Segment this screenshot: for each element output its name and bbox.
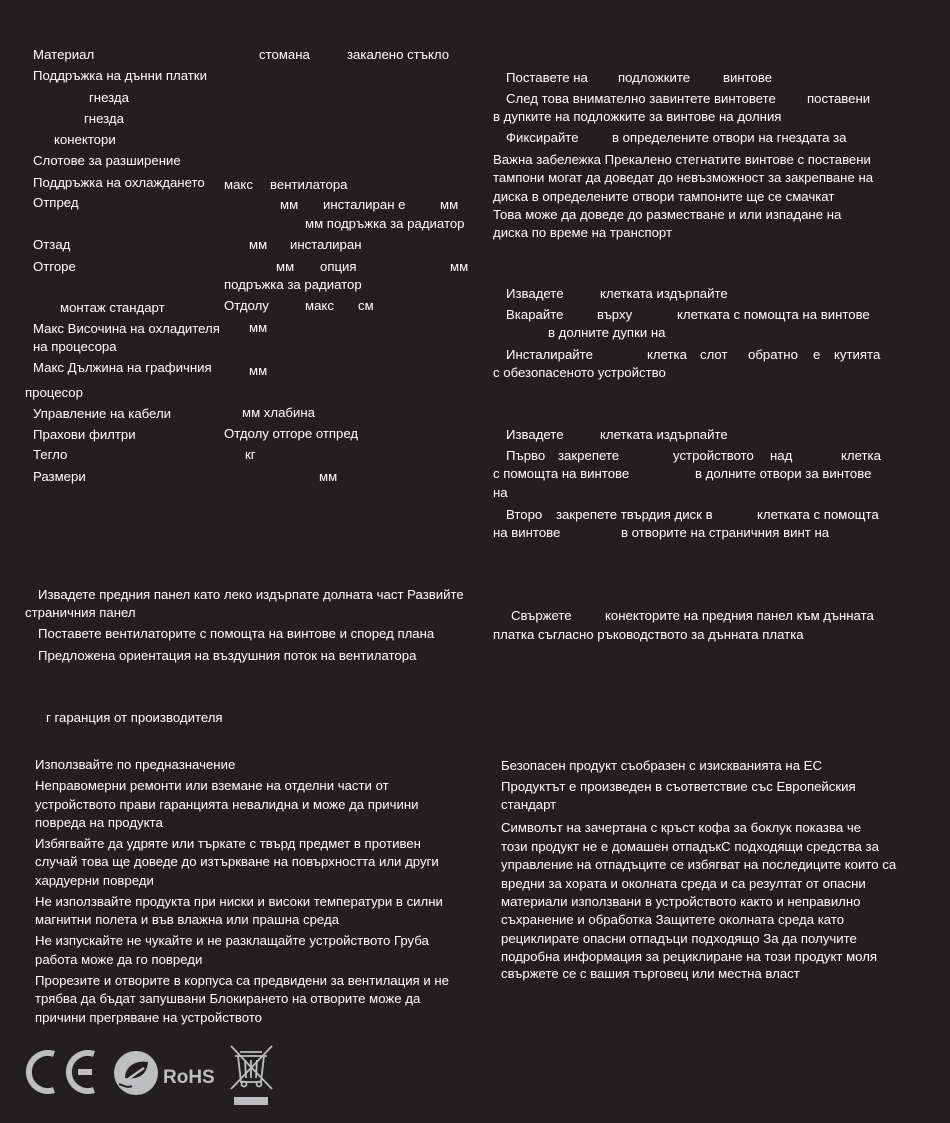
spec-value: вентилатора xyxy=(270,177,348,192)
spec-label: Размери xyxy=(33,469,86,484)
spec-value: опция xyxy=(320,259,357,274)
instruction-text: в определените отвори на гнездата за xyxy=(612,130,847,145)
note-text: диска по време на транспорт xyxy=(493,225,673,240)
safety-item: причини прегряване на устройството xyxy=(35,1010,262,1025)
instruction-text: Извадете xyxy=(506,427,564,442)
instruction-text: с помощта на винтове xyxy=(493,466,630,481)
eu-text: Безопасен продукт съобразен с изискванията на ЕС xyxy=(501,758,823,773)
instruction-text: Вкарайте xyxy=(506,307,564,322)
spec-value: подръжка за радиатор xyxy=(224,277,362,292)
instruction-text: в дупките на подложките за винтове на долния xyxy=(493,109,782,124)
recycling-text: управление на отпадъците се избягват на последиците които са xyxy=(501,857,897,872)
spec-label: монтаж стандарт xyxy=(60,300,165,315)
spec-label: гнезда xyxy=(89,90,129,105)
instruction-text: в долните дупки на xyxy=(548,325,666,340)
instruction-text: страничния панел xyxy=(25,605,136,620)
safety-item: устройството прави гаранцията невалидна и може да причини xyxy=(35,797,419,812)
spec-value: мм xyxy=(249,237,268,252)
spec-value: стомана xyxy=(259,47,310,62)
ce-mark-icon xyxy=(29,1053,94,1091)
instruction-text: Първо xyxy=(506,448,546,463)
note-text: Важна забележка Прекалено стегнатите винтове с поставени xyxy=(493,152,871,167)
spec-label: Материал xyxy=(33,47,95,62)
certification-marks-graphic xyxy=(22,1042,282,1112)
instruction-text: на xyxy=(493,485,508,500)
instruction-text: върху xyxy=(597,307,633,322)
instruction-text: в долните отвори за винтове xyxy=(695,466,872,481)
spec-label: процесор xyxy=(25,385,83,400)
spec-value: мм xyxy=(249,320,268,335)
spec-value: мм xyxy=(276,259,295,274)
instruction-text: Извадете xyxy=(506,286,564,301)
spec-value: мм xyxy=(450,259,469,274)
instruction-text: подложките xyxy=(618,70,691,85)
instruction-text: обратно xyxy=(748,347,798,362)
spec-value: Отдолу отгоре отпред xyxy=(224,426,359,441)
spec-value: мм xyxy=(249,363,268,378)
instruction-text: устройството xyxy=(673,448,754,463)
recycling-text: материали използвани в устройството както и неправилно xyxy=(501,894,861,909)
instruction-text: Свържете xyxy=(511,608,572,623)
instruction-text: закрепете твърдия диск в xyxy=(556,507,713,522)
spec-label: Макс Височина на охладителя xyxy=(33,321,220,336)
spec-value: кг xyxy=(245,447,256,462)
safety-item: Неправомерни ремонти или вземане на отделни части от xyxy=(35,778,389,793)
safety-item: трябва да бъдат запушвани Блокирането на отворите може да xyxy=(35,991,421,1006)
instruction-text: с обезопасеното устройство xyxy=(493,365,666,380)
instruction-text: След това внимателно завинтете винтовете xyxy=(506,91,776,106)
note-text: диска в определените отвори тампоните ще се смачкат xyxy=(493,189,835,204)
recycling-text: Символът на зачертана с кръст кофа за боклук показва че xyxy=(501,820,862,835)
spec-label: Отпред xyxy=(33,195,79,210)
spec-value: мм подръжка за радиатор xyxy=(305,216,465,231)
certification-marks xyxy=(22,1042,282,1112)
spec-label: Тегло xyxy=(33,447,68,462)
spec-value: мм xyxy=(319,469,338,484)
spec-value: Отдолу xyxy=(224,298,269,313)
spec-value: мм хлабина xyxy=(242,405,315,420)
recycling-text: съхранение и обработка Защитете околната среда като xyxy=(501,912,845,927)
instruction-text: кутията xyxy=(834,347,881,362)
spec-label: Прахови филтри xyxy=(33,427,136,442)
instruction-text: клетката с помощта xyxy=(757,507,879,522)
spec-label: Поддръжка на охлаждането xyxy=(33,175,205,190)
safety-item: случай това ще доведе до изтъркване на повърхността или други xyxy=(35,854,439,869)
safety-item: Не използвайте продукта при ниски и високи температури в силни xyxy=(35,894,443,909)
eu-text: стандарт xyxy=(501,797,557,812)
spec-label: на процесора xyxy=(33,339,117,354)
rohs-label: RoHS xyxy=(163,1067,215,1088)
instruction-text: винтове xyxy=(723,70,773,85)
recycling-text: подробна информация за рециклиране на този продукт моля xyxy=(501,949,878,964)
instruction-text: закрепете xyxy=(558,448,620,463)
note-text: тампони могат да доведат до невъзможност за закрепване на xyxy=(493,170,874,185)
instruction-text: Извадете предния панел като леко издърпате долната част Развийте xyxy=(38,587,464,602)
spec-label: Отзад xyxy=(33,237,71,252)
safety-item: хардуерни повреди xyxy=(35,873,154,888)
instruction-text: слот xyxy=(700,347,728,362)
recycling-text: рециклирате опасни отпадъци подходящо За да получите xyxy=(501,931,857,946)
recycling-text: вредни за хората и околната среда и са резултат от опасни xyxy=(501,876,866,891)
spec-value: закалено стъкло xyxy=(347,47,450,62)
eu-text: Продуктът е произведен в съответствие със Европейския xyxy=(501,779,856,794)
safety-item: повреда на продукта xyxy=(35,815,163,830)
instruction-text: Второ xyxy=(506,507,543,522)
spec-value: см xyxy=(358,298,374,313)
instruction-text: в отворите на страничния винт на xyxy=(621,525,830,540)
instruction-text: клетката с помощта на винтове xyxy=(677,307,870,322)
instruction-text: Поставете на xyxy=(506,70,588,85)
safety-item: Използвайте по предназначение xyxy=(35,757,236,772)
spec-value: инсталиран xyxy=(290,237,362,252)
instruction-text: Инсталирайте xyxy=(506,347,593,362)
instruction-text: клетка xyxy=(841,448,881,463)
safety-item: магнитни полета и във влажна или прашна среда xyxy=(35,912,339,927)
warranty-text: г гаранция от производителя xyxy=(46,710,223,725)
spec-label: Слотове за разширение xyxy=(33,153,181,168)
instruction-text: конекторите на предния панел към дънната xyxy=(605,608,874,623)
weee-bar xyxy=(234,1097,268,1105)
instruction-text: клетката издърпайте xyxy=(600,286,728,301)
spec-value: инсталиран е xyxy=(323,197,406,212)
rohs-leaf-icon xyxy=(114,1051,158,1095)
spec-label: Отгоре xyxy=(33,259,76,274)
spec-value: макс xyxy=(305,298,334,313)
spec-label: Управление на кабели xyxy=(33,406,172,421)
note-text: Това може да доведе до разместване и или изпадане на xyxy=(493,207,842,222)
spec-value: мм xyxy=(440,197,459,212)
safety-item: работа може да го повреди xyxy=(35,952,203,967)
instruction-text: е xyxy=(813,347,821,362)
instruction-text: клетката издърпайте xyxy=(600,427,728,442)
instruction-text: Поставете вентилаторите с помощта на винтове и според плана xyxy=(38,626,435,641)
instruction-text: платка съгласно ръководството за дънната платка xyxy=(493,627,804,642)
instruction-text: Фиксирайте xyxy=(506,130,579,145)
safety-item: Не изпускайте не чукайте и не разклащайте устройството Груба xyxy=(35,933,429,948)
spec-label: Поддръжка на дънни платки xyxy=(33,68,207,83)
instruction-text: Предложена ориентация на въздушния поток на вентилатора xyxy=(38,648,417,663)
instruction-text: клетка xyxy=(647,347,687,362)
recycling-text: този продукт не е домашен отпадъкС подходящи средства за xyxy=(501,839,879,854)
safety-item: Избягвайте да удряте или търкате с твърд предмет в противен xyxy=(35,836,421,851)
instruction-text: поставени xyxy=(807,91,871,106)
spec-value: макс xyxy=(224,177,253,192)
spec-value: мм xyxy=(280,197,299,212)
spec-label: конектори xyxy=(54,132,116,147)
recycling-text: свържете се с вашия търговец или местна власт xyxy=(501,966,800,981)
instruction-text: над xyxy=(770,448,793,463)
spec-label: Макс Дължина на графичния xyxy=(33,360,212,375)
safety-item: Прорезите и отворите в корпуса са предвидени за вентилация и не xyxy=(35,973,450,988)
instruction-text: на винтове xyxy=(493,525,561,540)
crossed-bin-icon xyxy=(231,1046,272,1089)
spec-label: гнезда xyxy=(84,111,124,126)
